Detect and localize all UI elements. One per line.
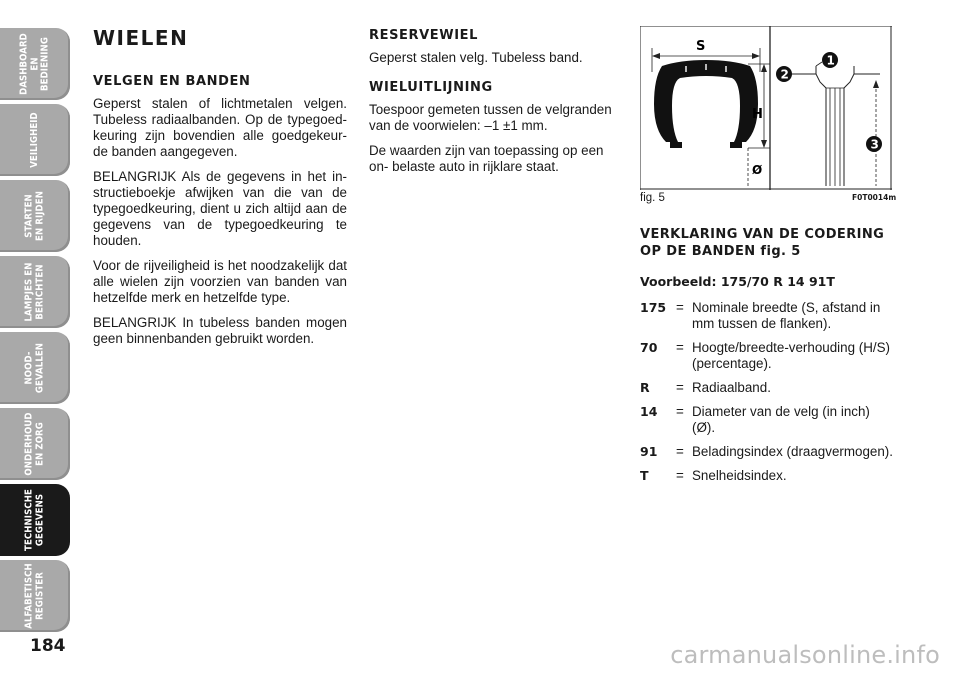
heading-tire-coding: VERKLARING VAN DE CODERING OP DE BANDEN fig. 5 [640, 227, 885, 259]
column-tire-coding [640, 226, 896, 492]
heading-spare-wheel: RESERVEWIEL [369, 28, 479, 43]
paragraph: Voor de rijveiligheid is het noodzakelijk dat alle wielen zijn voorzien van banden van hetzelfde merk en hetzelfde type. [93, 258, 347, 305]
svg-text:2: 2 [780, 67, 789, 82]
section-title: WIELEN [93, 26, 189, 50]
label-s: S [696, 39, 706, 54]
paragraph: De waarden zijn van toepassing op een on- belaste auto in rijklare staat. [369, 143, 604, 174]
tab-technische-gegevens[interactable] [0, 484, 70, 556]
paragraph: BELANGRIJK Als de gegevens in het in- structieboekje afwijken van die van de typegoedkeuring, dient u zich altijd aan de gegevens van de typegoedkeuring te houden. [93, 169, 347, 248]
tire-diagram-svg [640, 26, 892, 190]
code-equals: = [676, 404, 684, 419]
code-equals: = [676, 340, 684, 355]
figure-caption: fig. 5 [640, 192, 665, 204]
svg-text:1: 1 [826, 53, 835, 68]
tab-label: ONDERHOUD EN ZORG [23, 412, 45, 476]
paragraph: Toespoor gemeten tussen de velgranden van de voorwielen: –1 ±1 mm. [369, 102, 612, 133]
paragraph: Geperst stalen of lichtmetalen velgen. Tubeless radiaalbanden. Op de typegoed- keuring zijn bovendien alle goedgekeur- de banden aangegeven. [93, 96, 347, 159]
tab-label: NOOD- GEVALLEN [23, 342, 45, 394]
tab-label: VEILIGHEID [28, 112, 40, 168]
code-value: Radiaalband. [692, 380, 771, 395]
code-value: Snelheidsindex. [692, 468, 787, 483]
code-row [640, 468, 896, 484]
tab-dashboard[interactable] [0, 28, 70, 100]
tab-veiligheid[interactable] [0, 104, 70, 176]
code-row [640, 340, 896, 372]
code-value: Nominale breedte (S, afstand in mm tussen de flanken). [692, 300, 881, 331]
code-key: T [640, 468, 649, 483]
code-value: Beladingsindex (draagvermogen). [692, 444, 893, 459]
example-code: Voorbeeld: 175/70 R 14 91T [640, 274, 835, 289]
tab-lampjes[interactable] [0, 256, 70, 328]
code-equals: = [676, 444, 684, 459]
code-equals: = [676, 380, 684, 395]
svg-text:3: 3 [870, 137, 879, 152]
code-row [640, 404, 896, 436]
tab-starten[interactable] [0, 180, 70, 252]
tab-label: ALFABETISCH REGISTER [23, 563, 45, 629]
tab-label: DASHBOARD EN BEDIENING [18, 33, 51, 95]
code-equals: = [676, 300, 684, 315]
tab-register[interactable] [0, 560, 70, 632]
page-number: 184 [30, 636, 66, 656]
code-row [640, 300, 896, 332]
paragraph: BELANGRIJK In tubeless banden mogen geen binnenbanden gebruikt worden. [93, 315, 347, 346]
code-key: 70 [640, 340, 658, 355]
code-key: R [640, 380, 650, 395]
code-value: Diameter van de velg (in inch) (Ø). [692, 404, 870, 435]
figure-code: F0T0014m [852, 193, 897, 202]
tire-diagram [640, 26, 892, 190]
column-spare-alignment [369, 28, 621, 184]
tab-label: STARTEN EN RIJDEN [23, 191, 45, 241]
code-row [640, 380, 896, 396]
label-h: H [752, 107, 763, 122]
code-row [640, 444, 896, 460]
column-wheels [93, 28, 347, 356]
code-key: 175 [640, 300, 667, 315]
code-key: 91 [640, 444, 658, 459]
paragraph: Geperst stalen velg. Tubeless band. [369, 50, 583, 65]
subsection-title: VELGEN EN BANDEN [93, 74, 251, 89]
code-equals: = [676, 468, 684, 483]
tab-label: TECHNISCHE GEGEVENS [23, 489, 45, 551]
tab-label: LAMPJES EN BERICHTEN [23, 262, 45, 322]
tab-noodgevallen[interactable] [0, 332, 70, 404]
code-key: 14 [640, 404, 658, 419]
label-diameter: Ø [752, 163, 763, 177]
heading-alignment: WIELUITLIJNING [369, 80, 493, 95]
watermark: carmanualsonline.info [670, 641, 940, 669]
tab-onderhoud[interactable] [0, 408, 70, 480]
code-value: Hoogte/breedte-verhouding (H/S) (percentage). [692, 340, 890, 371]
